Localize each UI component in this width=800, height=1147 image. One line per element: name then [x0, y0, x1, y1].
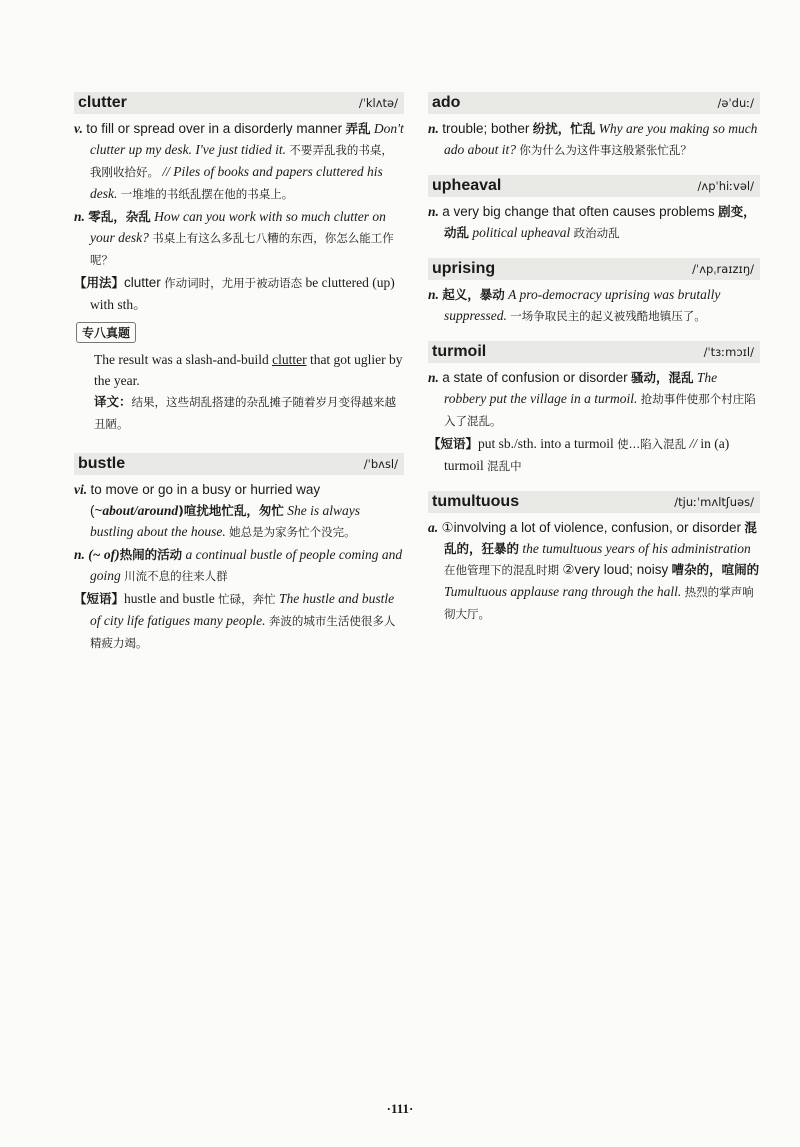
- sense: [428, 118, 760, 161]
- sense: [428, 367, 760, 432]
- example: Piles of books and papers cluttered his desk.: [90, 164, 383, 201]
- example: a continual bustle of people coming and going: [90, 547, 403, 583]
- example: Don't clutter up my desk. I've just tidied it.: [90, 121, 404, 157]
- entry-uprising: [428, 258, 760, 327]
- sense: [74, 118, 404, 205]
- left-column: [74, 92, 404, 668]
- entry-header: [74, 453, 404, 475]
- phonetic: /ˈtɜːmɔɪl/: [703, 345, 754, 359]
- sense: [74, 544, 404, 587]
- definition: involving a lot of violence, confusion, or disorder: [453, 520, 742, 535]
- phrase-note: [428, 433, 760, 477]
- chinese-gloss: 剧变，动乱: [444, 204, 756, 240]
- entry-header: [428, 491, 760, 513]
- phonetic: /ˈklʌtə/: [358, 96, 398, 110]
- example: Why are you making so much ado about it?: [444, 121, 758, 157]
- example-translation: 奔波的城市生活使很多人精疲力竭。: [90, 614, 396, 650]
- phonetic: /ˈbʌsl/: [363, 457, 398, 471]
- usage-phrase: be cluttered (up) with sth。: [90, 275, 395, 312]
- phonetic: /ʌpˈhiːvəl/: [697, 179, 754, 193]
- chinese-gloss: 零乱，杂乱: [88, 209, 151, 224]
- example-translation: 书桌上有这么多乱七八糟的东西，你怎么能工作呢？: [90, 231, 394, 267]
- chinese-gloss: 起义，暴动: [442, 287, 505, 302]
- entry-bustle: [74, 453, 404, 654]
- part-of-speech: n.: [428, 204, 439, 219]
- example: The hustle and bustle of city life fatigues many people.: [90, 591, 395, 628]
- exam-translation: [74, 391, 404, 435]
- headword: bustle: [78, 455, 126, 472]
- entry-clutter: [74, 92, 404, 435]
- part-of-speech: v.: [74, 121, 83, 136]
- definition: trouble; bother: [442, 121, 530, 136]
- collocation: (~ of): [88, 547, 120, 562]
- phrase-tag: 【短语】: [428, 436, 479, 451]
- preposition: about/around: [102, 503, 179, 518]
- entry-ado: [428, 92, 760, 161]
- definition: a very big change that often causes problems: [442, 204, 715, 219]
- separator: //: [162, 164, 170, 179]
- entry-header: [74, 92, 404, 114]
- chinese-gloss: 热闹的活动: [119, 547, 183, 562]
- usage-text: 作动词时，尤用于被动语态: [164, 276, 303, 290]
- sense: [74, 479, 404, 543]
- example: Tumultuous applause rang through the hall.: [444, 584, 682, 599]
- phrase-tag: 【短语】: [74, 591, 125, 606]
- example-translation: 在他管理下的混乱时期: [444, 563, 559, 577]
- phrase-gloss: 忙碌，奔忙: [218, 592, 276, 606]
- sense: [428, 284, 760, 327]
- part-of-speech: n.: [74, 209, 85, 224]
- definition: to move or go in a busy or hurried way (~: [90, 482, 321, 518]
- exam-badge: 专八真题: [76, 322, 136, 343]
- phrase-gloss: 使…陷入混乱: [617, 437, 687, 451]
- usage-note: [74, 272, 404, 315]
- phonetic: /əˈduː/: [717, 96, 754, 110]
- entry-header: [428, 92, 760, 114]
- part-of-speech: a.: [428, 520, 439, 535]
- part-of-speech: n.: [428, 287, 439, 302]
- sense: [428, 201, 760, 244]
- phonetic: /tjuːˈmʌltʃuəs/: [674, 495, 754, 509]
- page-number: ·111·: [386, 1101, 414, 1116]
- definition: to fill or spread over in a disorderly manner: [86, 121, 343, 136]
- headword: ado: [432, 94, 461, 111]
- translation-text: 结果，这些胡乱搭建的杂乱摊子随着岁月变得越来越丑陋。: [94, 395, 397, 431]
- example: the tumultuous years of his administration: [522, 541, 751, 556]
- part-of-speech: vi.: [74, 482, 88, 497]
- usage-word: clutter: [124, 275, 161, 290]
- example-translation: 一场争取民主的起义被残酷地镇压了。: [510, 309, 706, 323]
- example: A pro-democracy uprising was brutally suppressed.: [444, 287, 721, 323]
- headword: turmoil: [432, 343, 487, 360]
- sense-number: ②: [562, 562, 575, 577]
- example-translation: 热烈的掌声响彻大厅。: [444, 585, 754, 621]
- right-column: [428, 92, 760, 639]
- separator: //: [689, 436, 698, 451]
- example: The robbery put the village in a turmoil.: [444, 370, 718, 406]
- sense: [428, 517, 760, 625]
- entry-header: [428, 175, 760, 197]
- example-translation: 抢劫事件使那个村庄陷入了混乱。: [444, 392, 756, 428]
- headword: upheaval: [432, 177, 502, 194]
- headword: tumultuous: [432, 493, 520, 510]
- chinese-gloss: 混乱的，狂暴的: [444, 520, 757, 556]
- part-of-speech: n.: [428, 121, 439, 136]
- headword: uprising: [432, 260, 496, 277]
- example-translation: 你为什么为这件事这般紧张忙乱？: [519, 143, 692, 157]
- chinese-gloss: )喧扰地忙乱，匆忙: [178, 503, 284, 518]
- chinese-gloss: 骚动，混乱: [631, 370, 694, 385]
- exam-text-a: The result was a slash-and-build: [94, 352, 269, 367]
- entry-tumultuous: [428, 491, 760, 625]
- chinese-gloss: 弄乱: [345, 121, 371, 136]
- phrase: hustle and bustle: [124, 591, 215, 606]
- exam-text-b: that got uglier by the year.: [94, 352, 403, 388]
- phrase: put sb./sth. into a turmoil: [478, 436, 614, 451]
- example-translation: 不要弄乱我的书桌，我刚收拾好。: [90, 143, 393, 179]
- chinese-gloss: 嘈杂的，喧闹的: [671, 562, 760, 577]
- example: She is always bustling about the house.: [90, 503, 361, 539]
- entry-header: [428, 341, 760, 363]
- entry-header: [428, 258, 760, 280]
- phrase: in (a) turmoil: [444, 436, 730, 473]
- chinese-gloss: 纷扰，忙乱: [532, 121, 596, 136]
- definition: a state of confusion or disorder: [442, 370, 628, 385]
- part-of-speech: n.: [428, 370, 439, 385]
- phonetic: /ˈʌpˌraɪzɪŋ/: [692, 262, 754, 276]
- phrase-gloss: 混乱中: [487, 459, 522, 473]
- definition: very loud; noisy: [574, 562, 669, 577]
- translation-tag: 译文：: [94, 394, 132, 409]
- example: political upheaval: [472, 225, 571, 240]
- sense: [74, 206, 404, 271]
- phrase-note: [74, 588, 404, 654]
- usage-tag: 【用法】: [74, 275, 125, 290]
- example-translation: 川流不息的往来人群: [124, 569, 228, 583]
- part-of-speech: n.: [74, 547, 85, 562]
- entry-upheaval: [428, 175, 760, 244]
- exam-underlined-word: clutter: [272, 352, 307, 367]
- example-translation: 她总是为家务忙个没完。: [229, 525, 356, 539]
- example: How can you work with so much clutter on your desk?: [90, 209, 386, 245]
- exam-sentence: [74, 349, 404, 391]
- sense-number: ①: [441, 520, 454, 535]
- entry-turmoil: [428, 341, 760, 477]
- example-translation: 政治动乱: [573, 226, 620, 240]
- example-translation: 一堆堆的书纸乱摆在他的书桌上。: [120, 187, 294, 201]
- headword: clutter: [78, 94, 127, 111]
